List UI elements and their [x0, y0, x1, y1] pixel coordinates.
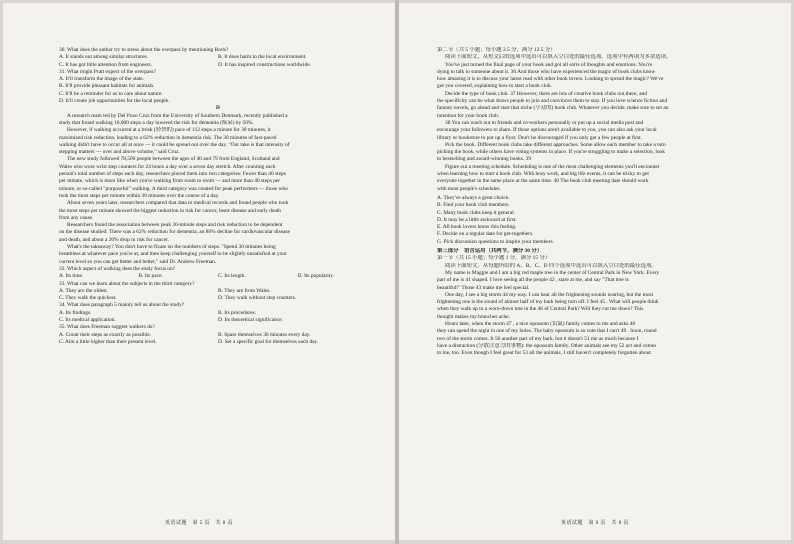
passage-line: A research team led by Del Pozo Cruz from the University of Southern Denmark, recently published a: [67, 112, 288, 119]
question-stem: 33. What can we learn about the subjects in the third category?: [59, 280, 195, 287]
question-35: [59, 324, 377, 346]
passage-line: Decide the type of book club. 37 However, there are lots of creative book clubs out there, and: [445, 90, 647, 97]
cloze-line: One day, I see a big storm 44 my way. I can hear all the frightening sounds nearing, but the most: [445, 291, 654, 298]
cloze-line: to me, too. Even though I feel great for 53 all the animals, I still haven't completely forgotten about: [437, 350, 651, 357]
passage-line: person's total number of steps each day, researchers placed them into two categories: Fewer than 40 steps: [59, 171, 286, 178]
question-30: [59, 47, 377, 69]
section-title: 第二节（共 5 小题；每小题 2.5 分，满分 12.5 分）: [437, 47, 556, 53]
passage-line: intention for your book club.: [437, 112, 500, 119]
option-a: A. Its findings.: [59, 309, 92, 316]
exam-page-right: [399, 3, 791, 540]
cloze-line: part of me is 41 shaped. I love seeing all the people 42 , stare at me, and say "That tree is: [437, 277, 629, 284]
passage-line: About seven years later, researchers compared that data to medical records and found people who took: [67, 200, 289, 207]
option-d: D. They walk without step counters.: [218, 295, 297, 302]
passage-line: maximized risk reduction, leading to a 62% reduction in dementia risk. The 30 minutes of fast-paced: [59, 134, 277, 141]
passage-line: per minute, which is more like when you're walking from room to room — and more than 40 steps per: [59, 178, 281, 185]
cloze-line: two of the storm comes. It 50 another part of my bark, but it doesn't 51 me as much because I: [437, 335, 639, 342]
passage-line: What's the takeaway? You don't have to fixate on the numbers of steps. "Spend 30 minutes being: [67, 244, 276, 251]
passage-line: dying to talk to someone about it. 36 And those who have experienced the magic of book clubs know: [437, 68, 656, 75]
option-b: B. Spare themselves 30 minutes every day.: [218, 331, 311, 338]
passage-line: and death, and about a 20% drop in risk for cancer.: [59, 236, 169, 243]
reading-passage-d: [59, 113, 377, 266]
passage-line: walking didn't have to occur all at once — it could be spread out over the day. "Our take is that intensity of: [59, 141, 290, 148]
passage-line: 38 You can reach out to friends and co-workers personally or put up a social media post and: [445, 119, 644, 126]
passage-line: However, if walking occurred at a brisk (轻快的) pace of 112 steps a minute for 30 minutes, it: [67, 127, 271, 134]
choice-list: [437, 195, 769, 246]
choice-g: G. Pick discussion questions to inspire your members.: [437, 238, 554, 245]
passage-line: to bestselling and award-winning books. 39: [437, 156, 532, 163]
section-letter: D: [216, 105, 220, 112]
passage-line: picking the book, while others have voting systems in place. If you're struggling to make a selection, look: [437, 149, 665, 156]
option-a: A. It stands out among similar structures.: [59, 54, 148, 61]
option-b: B. Its procedures.: [218, 309, 257, 316]
passage-line: fantasy novels, go ahead and start that niche (小众的) book club. Whatever you decide, make sure to set an: [437, 105, 669, 112]
choice-f: F. Decide on a regular date for get-togethers.: [437, 231, 534, 238]
option-b: B. They are from Wales.: [218, 287, 271, 294]
passage-line: breathless at whatever pace you're at, and then keep challenging yourself to be slightly unsatisfied at your: [59, 251, 287, 258]
option-c: C. It'll be a reminder for us to care about nature.: [59, 90, 163, 97]
passage-line: on the disease studied: There was a 62% reduction for dementia, an 80% decline for cardiovascular disease: [59, 229, 290, 236]
option-d: D. Set a specific goal for themselves each day.: [218, 338, 319, 345]
option-a: A. It'll transform the image of the state.: [59, 76, 144, 83]
question-31: [59, 69, 377, 105]
passage-line: current level so you can get better and better," said Dr. Andrew Freeman.: [59, 258, 217, 265]
option-a: A. They are the oldest.: [59, 287, 108, 294]
part-three-subtitle: 第一节（共 15 小题；每小题 1 分，满分 15 分）: [437, 255, 551, 262]
passage-line: stepping matters — over and above volume," said Cruz.: [59, 149, 180, 156]
passage-line: everyone together in the same place at the same time. 40 The book club meeting date should work: [437, 178, 649, 185]
seven-choose-five-passage: [437, 62, 769, 193]
question-33: [59, 281, 377, 303]
cloze-line: Hours later, when the storm 47 , a nice opossum (负鼠) family comes to me and asks 48: [445, 320, 636, 327]
cloze-line: when they walk up to a worn-down tree in the 46 of Central Park? Will they cut me down? This: [437, 306, 644, 313]
part-three-instruction: 阅读下面短文，从每题所给的 A、B、C、D 四个选项中选出可以填入空白处的最佳选项。: [445, 262, 657, 269]
question-stem: 35. What does Freeman suggest walkers do?: [59, 324, 155, 331]
passage-line: The new study followed 78,500 people between the ages of 40 and 79 from England, Scotland and: [67, 156, 280, 163]
page-footer: 英语试题 第 5 页 共 8 页: [164, 521, 233, 526]
passage-line: from any cause.: [59, 214, 94, 221]
exam-page-left: [3, 3, 395, 540]
question-stem: 34. What does paragraph 5 mainly tell us about the study?: [59, 302, 185, 309]
choice-d: D. It may be a little awkward at first.: [437, 216, 517, 223]
option-b: B. It'll provide pleasant habitats for animals.: [59, 83, 155, 90]
cloze-line: thought makes my branches ache.: [437, 313, 510, 320]
passage-line: how amazing it is to discuss your latest read with other book lovers. Looking to spread the magic? We've: [437, 76, 664, 83]
choice-e: E. All book lovers know this feeling.: [437, 224, 517, 231]
page-footer: 英语试题 第 6 页 共 8 页: [560, 521, 629, 526]
passage-line: Pick the book. Different book clubs take different approaches. Some allow each member to take a turn: [445, 141, 666, 148]
passage-line: minute, or so-called "purposeful" walking. A third category was created for peak performers — those who: [59, 185, 288, 192]
option-d: D. Its theoretical significance.: [218, 316, 283, 323]
passage-line: the most steps per minute showed the biggest reduction in risk for cancer, heart disease and early death: [59, 207, 281, 214]
choice-a: A. They've always a great choice.: [437, 194, 510, 201]
cloze-line: beautiful!" Those 43 make me feel special.: [437, 284, 530, 291]
option-a: A. Its time.: [59, 273, 84, 280]
passage-line: study that found walking 10,000 steps a day lowered the risk for dementia (痴呆) by 50%.: [59, 119, 254, 126]
question-stem: 30. What does the author try to stress about the overpass by mentioning Rock?: [59, 47, 229, 53]
passage-line: with most people's schedules.: [437, 185, 501, 192]
passage-line: took the most steps per minute within 30 minutes over the course of a day.: [59, 192, 220, 199]
option-c: C. Aim a little higher than their present level.: [59, 338, 157, 345]
passage-line: library or bookstore to put up a flyer. Don't be discouraged if you only get a few people at first.: [437, 134, 643, 141]
passage-line: Figure out a meeting schedule. Scheduling is one of the most challenging elements you'll encounter: [445, 163, 660, 170]
question-32: [59, 266, 377, 281]
passage-line: encourage your followers to share. If those options aren't available to you, you can also ask your local: [437, 127, 657, 134]
passage-line: Wales who wore wrist step counters for 24 hours a day over a seven day stretch. After counting each: [59, 163, 276, 170]
option-c: C. It has got little attention from engineers.: [59, 61, 152, 68]
choice-c: C. Many book clubs keep it general.: [437, 209, 516, 216]
choice-b: B. Find your book club members.: [437, 202, 510, 209]
option-d: D. It has inspired constructions worldwide.: [218, 61, 311, 68]
cloze-line: they can spend the night in one of my holes. The baby opossum is so cute that I can't 49 . Soon, round: [437, 328, 657, 335]
cloze-line: frightening one is the sound of almost half of my bark being torn off. I feel 45 . What will people think: [437, 299, 659, 306]
option-d: D. It'll create job opportunities for the local people.: [59, 98, 170, 105]
section-instruction: 阅读下面短文，从短文后的选项中选出可以填入空白处的最佳选项。选项中有两项为多余选项。: [445, 54, 672, 61]
cloze-passage: [437, 270, 769, 358]
option-c: C. Its medical application.: [59, 316, 116, 323]
question-stem: 32. Which aspect of walking does the study focus on?: [59, 265, 176, 272]
option-a: A. Count their steps as exactly as possible.: [59, 331, 152, 338]
passage-line: the specificity can be what draws people to join and convinces them to stay. If you love science fiction and: [437, 98, 668, 105]
option-c: C. Its length.: [218, 273, 246, 280]
passage-line: got you covered, explaining how to start a book club.: [437, 83, 552, 90]
question-34: [59, 302, 377, 324]
option-d: D. Its popularity.: [297, 273, 334, 280]
option-b: B. Its pace.: [138, 273, 163, 280]
part-three-title: 第三部分 语言运用（共两节，满分 30 分）: [437, 248, 543, 255]
cloze-line: have a distraction (分散注意力的事物): the opossum family. Other animals see my 52 act and comes: [437, 342, 657, 349]
passage-line: You've just turned the final page of your book and got all sorts of thoughts and emotions. You're: [445, 61, 652, 68]
option-b: B. It does harm to the local environment.: [218, 54, 307, 61]
option-c: C. They walk the quickest.: [59, 295, 117, 302]
passage-line: when learning how to start a book club. With busy work, and big life events, it can be tricky to get: [437, 171, 649, 178]
passage-line: Researchers found the association between peak 30-minute steps and risk reduction to be dependent: [67, 222, 283, 229]
cloze-line: My name is Maggie and I am a big red maple tree in the center of Central Park in New York. Every: [445, 269, 660, 276]
question-stem: 31. What might Pratt expect of the overpass?: [59, 68, 156, 75]
